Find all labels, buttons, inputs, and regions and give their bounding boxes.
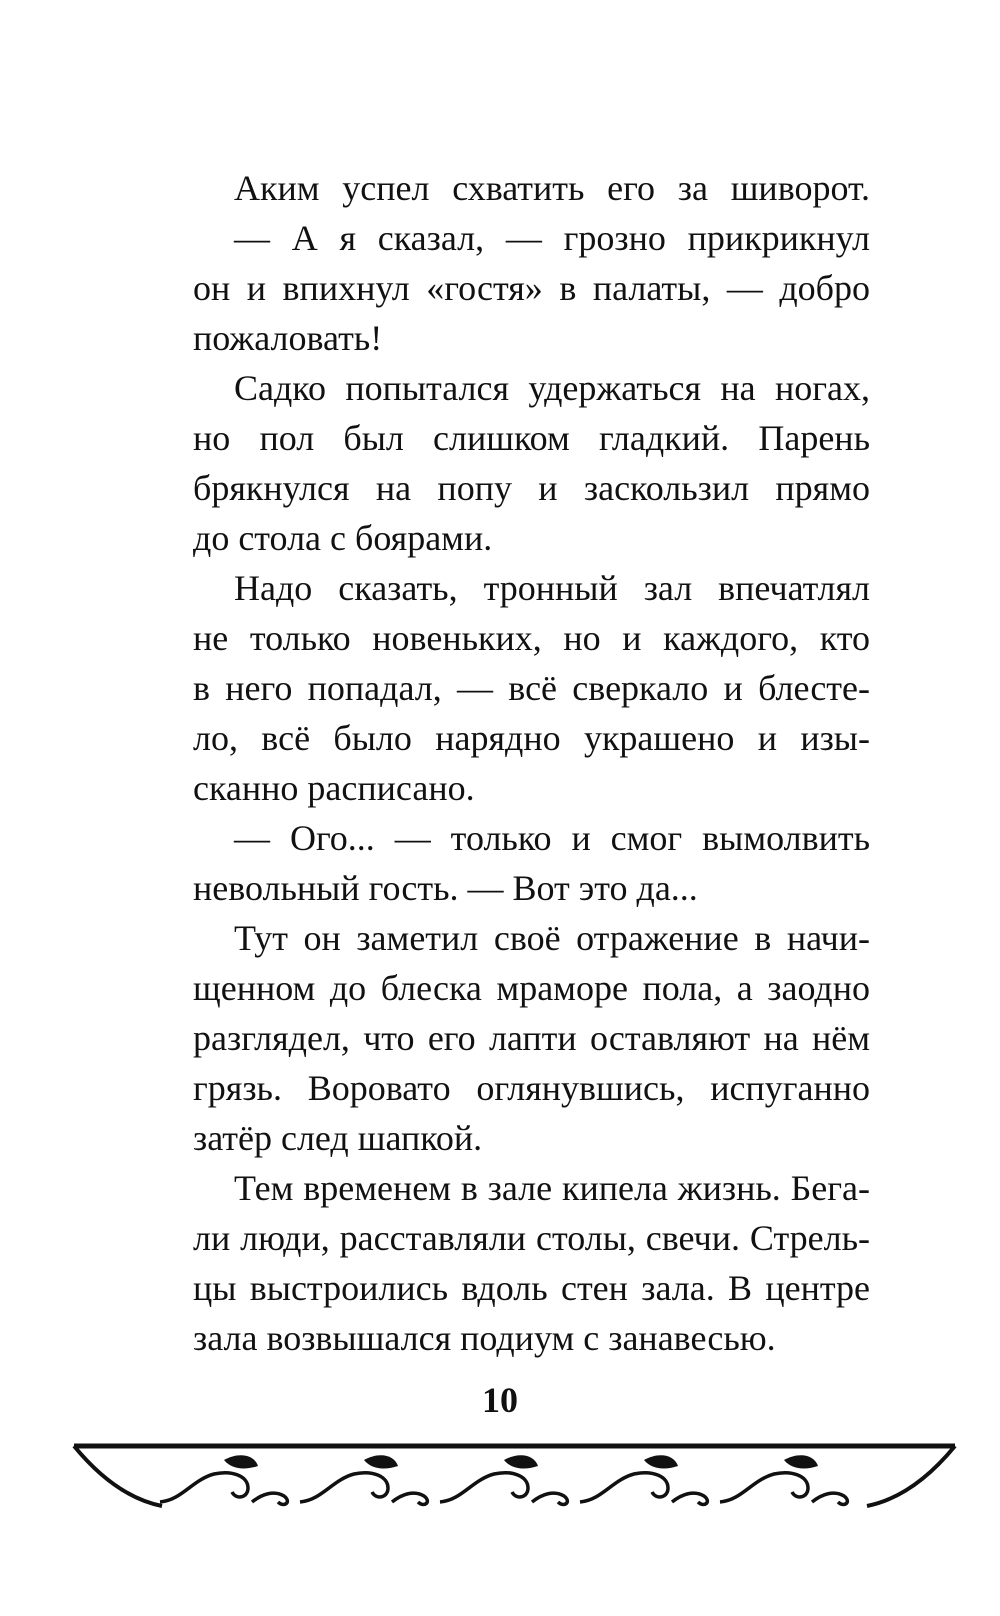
text-line: ли люди, расставляли столы, свечи. Стрель- xyxy=(193,1218,870,1258)
text-line: цы выстроились вдоль стен зала. В центре xyxy=(193,1268,870,1308)
text-line: Тут он заметил своё отражение в начи- xyxy=(234,918,870,958)
page-text xyxy=(193,163,870,1363)
text-line: Садко попытался удержаться на ногах, xyxy=(234,368,870,408)
text-line: до стола с боярами. xyxy=(193,518,493,558)
text-line: — А я сказал, — грозно прикрикнул xyxy=(234,218,870,258)
text-line: сканно расписано. xyxy=(193,768,475,808)
text-line: Аким успел схватить его за шиворот. xyxy=(234,168,870,208)
text-line: невольный гость. — Вот это да... xyxy=(193,868,698,908)
text-line: ло, всё было нарядно украшено и изы- xyxy=(193,718,870,758)
text-line: грязь. Воровато оглянувшись, испуганно xyxy=(193,1068,870,1108)
text-line: Тем временем в зале кипела жизнь. Бега- xyxy=(234,1168,870,1208)
text-line: в него попадал, — всё сверкало и блесте- xyxy=(193,668,870,708)
text-line: но пол был слишком гладкий. Парень xyxy=(193,418,870,458)
decorative-border-ornament xyxy=(72,1440,957,1510)
text-line: Надо сказать, тронный зал впечатлял xyxy=(234,568,870,608)
text-line: — Ого... — только и смог вымолвить xyxy=(234,818,870,858)
text-line: брякнулся на попу и заскользил прямо xyxy=(193,468,870,508)
page-number: 10 xyxy=(482,1380,518,1420)
text-line: затёр след шапкой. xyxy=(193,1118,483,1158)
text-line: он и впихнул «гостя» в палаты, — добро xyxy=(193,268,870,308)
text-line: зала возвышался подиум с занавесью. xyxy=(193,1318,776,1358)
text-line: пожаловать! xyxy=(193,318,383,358)
text-line: щенном до блеска мраморе пола, а заодно xyxy=(193,968,870,1008)
text-line: не только новеньких, но и каждого, кто xyxy=(193,618,870,658)
text-line: разглядел, что его лапти оставляют на нём xyxy=(193,1018,870,1058)
